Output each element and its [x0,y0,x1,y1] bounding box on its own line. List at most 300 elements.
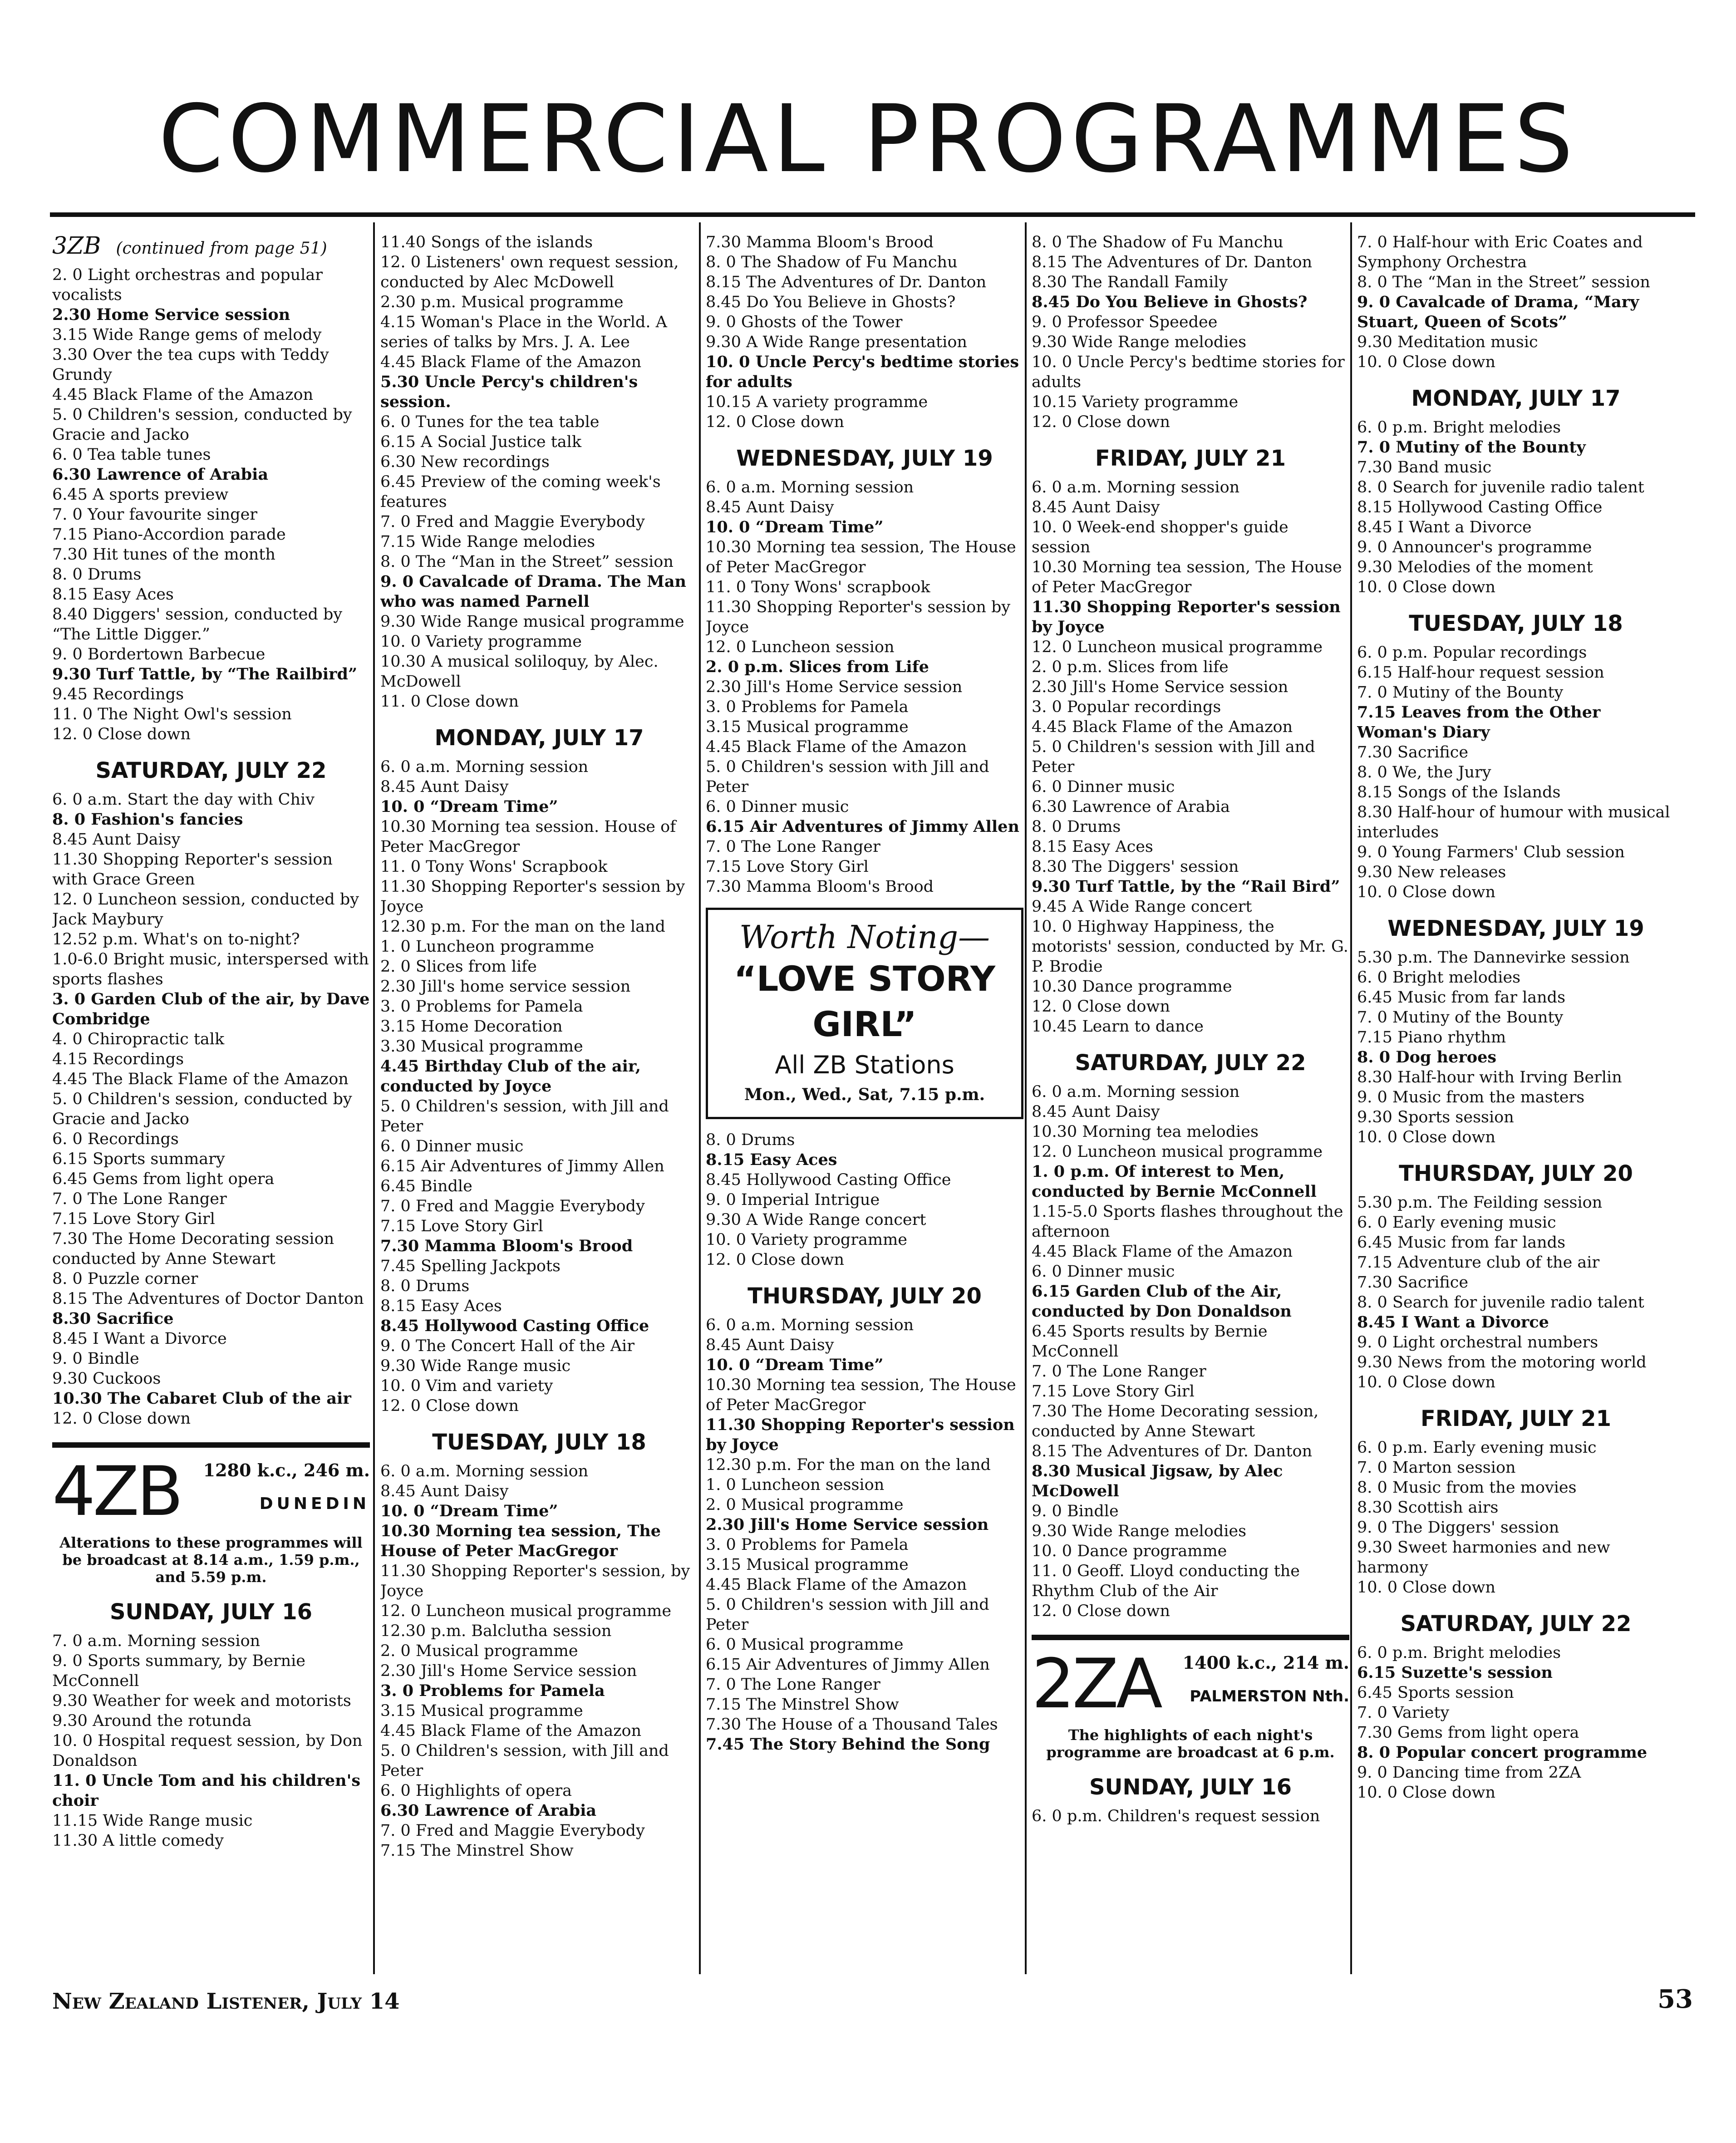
programme-item: 6.45 Bindle [380,1177,472,1195]
column-divider [1350,222,1352,1974]
programme-item: 6.15 A Social Justice talk [380,433,582,451]
programme-item: 9. 0 The Concert Hall of the Air [380,1337,634,1355]
programme-item: 1.15-5.0 Sports flashes throughout the afternoon [1032,1203,1343,1241]
station-3zb-name: 3ZB [52,232,101,260]
box-stations: All ZB Stations [775,1051,954,1079]
programme-item: 9. 0 Cavalcade of Drama, “Mary Stuart, Queen of Scots” [1357,293,1639,331]
programme-item: 6. 0 a.m. Start the day with Chiv [52,791,315,809]
programme-item: 8.30 Half-hour of humour with musical interludes [1357,803,1670,841]
programme-item: 6. 0 p.m. Bright melodies [1357,418,1561,437]
programme-item: 6. 0 a.m. Morning session [380,1462,589,1480]
programme-item: 10.45 Learn to dance [1032,1017,1204,1036]
programme-item: 5. 0 Children's session with Jill and Peter [706,758,989,796]
programme-item: 10.30 Morning tea session, The House of Peter MacGregor [706,1376,1016,1414]
programme-item: 10. 0 Variety programme [380,633,582,651]
programme-item: 10. 0 Close down [1357,578,1496,596]
programme-item: 10.15 A variety programme [706,393,928,411]
day-heading: WEDNESDAY, JULY 19 [736,446,993,471]
programme-item: 10. 0 Close down [1357,353,1496,371]
programme-item: 10. 0 “Dream Time” [706,1356,884,1374]
programme-item: 8.30 The Diggers' session [1032,858,1239,876]
programme-item: 6. 0 Dinner music [1032,1263,1175,1281]
programme-item: 8.45 I Want a Divorce [1357,518,1532,536]
programme-item: 6.15 Garden Club of the Air, conducted by Don Donaldson [1032,1282,1292,1321]
programme-item: 11. 0 The Night Owl's session [52,705,292,723]
programme-item: 4.45 Black Flame of the Amazon [706,738,967,756]
programme-item: 10. 0 Close down [1357,1578,1496,1597]
programme-item: 2.30 Jill's home service session [380,978,631,996]
programme-item: 6. 0 p.m. Children's request session [1032,1807,1320,1825]
programme-item: 10.30 Morning tea session, The House of Peter MacGregor [380,1522,661,1560]
programme-item: 8.30 Musical Jigsaw, by Alec McDowell [1032,1462,1283,1500]
programme-item: 9. 0 Bindle [52,1350,139,1368]
programme-item: 7. 0 Your favourite singer [52,506,258,524]
column-2 [380,232,698,1975]
station-note: The highlights of each night's programme are broadcast at 6 p.m. [1046,1726,1335,1761]
programme-item: 7. 0 The Lone Ranger [1032,1362,1206,1381]
programme-item: 6. 0 Recordings [52,1130,179,1148]
programme-item: 12. 0 Luncheon session [706,638,895,656]
programme-item: 8.45 Aunt Daisy [706,1336,834,1354]
programme-item: 10. 0 Close down [1357,1784,1496,1802]
programme-item: 5.30 Uncle Percy's children's session. [380,373,638,411]
programme-item: 6. 0 a.m. Morning session [380,758,589,776]
programme-item: 1. 0 p.m. Of interest to Men, conducted by Bernie McConnell [1032,1162,1317,1201]
programme-item: 8.15 The Adventures of Dr. Danton [706,273,987,291]
programme-item: 12. 0 Luncheon musical programme [1032,1143,1323,1161]
programme-item: 2. 0 Light orchestras and popular vocalists [52,266,323,304]
programme-item: 8. 0 Music from the movies [1357,1479,1577,1497]
programme-item: 12. 0 Close down [706,413,845,431]
programme-item: 9.30 Turf Tattle, by the “Rail Bird” [1032,877,1340,896]
footer-publication: New Zealand Listener, July 14 [52,1989,400,2014]
programme-item: 8.45 I Want a Divorce [52,1330,227,1348]
programme-item: 2. 0 p.m. Slices from life [1032,658,1229,676]
programme-item: 8. 0 Drums [1032,818,1121,836]
programme-item: 8.30 Sacrifice [52,1309,174,1328]
programme-item: 10. 0 “Dream Time” [380,1502,558,1520]
programme-item: 9.30 Around the rotunda [52,1712,252,1730]
programme-item: 9. 0 Sports summary, by Bernie McConnell [52,1652,306,1690]
programme-item: 10.30 Morning tea session. House of Peter MacGregor [380,818,676,856]
programme-item: 9. 0 Young Farmers' Club session [1357,843,1625,861]
programme-item: 9. 0 Ghosts of the Tower [706,313,903,331]
programme-item: 8.45 Aunt Daisy [380,778,509,796]
programme-item: 9. 0 Music from the masters [1357,1088,1585,1106]
programme-item: 7.30 Sacrifice [1357,1273,1469,1292]
programme-item: 7. 0 Mutiny of the Bounty [1357,1008,1564,1027]
programme-item: 8. 0 Drums [380,1277,470,1295]
programme-item: 7.30 Band music [1357,458,1492,477]
programme-item: 6. 0 Musical programme [706,1636,904,1654]
programme-item: 6.45 Music from far lands [1357,1234,1566,1252]
programme-item: 9.45 Recordings [52,685,184,703]
programme-item: 2.30 Home Service session [52,305,290,324]
day-heading: SUNDAY, JULY 16 [109,1599,313,1625]
programme-item: 8. 0 Popular concert programme [1357,1743,1647,1762]
programme-item: 4.15 Recordings [52,1050,184,1068]
programme-item: 8.15 The Adventures of Dr. Danton [1032,1442,1313,1460]
programme-item: 12. 0 Close down [380,1397,519,1415]
programme-item: 5. 0 Children's session with Jill and Peter [1032,738,1315,776]
programme-item: 5.30 p.m. The Dannevirke session [1357,949,1630,967]
programme-item: 3.15 Musical programme [380,1702,583,1720]
programme-item: 7. 0 Variety [1357,1704,1450,1722]
programme-item: 11.30 Shopping Reporter's session, by Joyce [380,1562,690,1600]
programme-item: 4.45 Black Flame of the Amazon [1032,1243,1293,1261]
programme-item: 6.30 New recordings [380,453,550,471]
day-heading: WEDNESDAY, JULY 19 [1387,916,1644,941]
programme-item: 6. 0 a.m. Morning session [1032,1083,1240,1101]
programme-item: 4.45 Black Flame of the Amazon [380,1722,642,1740]
day-heading: SUNDAY, JULY 16 [1089,1774,1292,1800]
programme-item: 6. 0 a.m. Morning session [706,1316,914,1334]
programme-item: 6. 0 Dinner music [706,798,849,816]
programme-item: 7.30 Mamma Bloom's Brood [380,1237,633,1255]
programme-item: 4.45 Black Flame of the Amazon [706,1576,967,1594]
programme-item: 11.30 Shopping Reporter's session by Joyce [380,878,685,916]
programme-item: 6. 0 p.m. Popular recordings [1357,644,1587,662]
programme-item: 8. 0 Fashion's fancies [52,810,243,829]
programme-item: 6. 0 Dinner music [380,1137,524,1155]
programme-item: 3.30 Over the tea cups with Teddy Grundy [52,346,329,384]
programme-item: 3. 0 Problems for Pamela [380,1681,605,1700]
programme-item: 12.30 p.m. Balclutha session [380,1622,612,1640]
programme-item: 3.15 Home Decoration [380,1017,563,1036]
programme-item: 6. 0 Bright melodies [1357,968,1521,987]
programme-item: 7.15 Leaves from the Other Woman's Diary [1357,703,1601,742]
programme-item: 1. 0 Luncheon session [706,1476,885,1494]
programme-item: 7. 0 Fred and Maggie Everybody [380,1822,645,1840]
day-heading: FRIDAY, JULY 21 [1095,446,1286,471]
programme-item: 9. 0 Light orchestral numbers [1357,1333,1598,1352]
day-heading: SATURDAY, JULY 22 [1075,1050,1306,1076]
day-heading: SATURDAY, JULY 22 [1400,1611,1632,1637]
programme-item: 7.30 Sacrifice [1357,743,1469,762]
programme-item: 8. 0 Search for juvenile radio talent [1357,478,1644,496]
programme-item: 11. 0 Tony Wons' Scrapbook [380,858,608,876]
programme-item: 10.30 Morning tea melodies [1032,1123,1259,1141]
programme-item: 8.45 Aunt Daisy [52,831,181,849]
programme-item: 10.15 Variety programme [1032,393,1239,411]
programme-item: 9.30 Sports session [1357,1108,1514,1126]
programme-item: 6.15 Suzette's session [1357,1663,1553,1682]
programme-item: 11.30 Shopping Reporter's session by Joyce [706,1416,1015,1454]
programme-item: 7. 0 a.m. Morning session [52,1632,261,1650]
programme-item: 7. 0 Fred and Maggie Everybody [380,513,645,531]
box-times: Mon., Wed., Sat, 7.15 p.m. [744,1085,985,1104]
programme-item: 7. 0 The Lone Ranger [706,838,880,856]
programme-item: 10.30 The Cabaret Club of the air [52,1389,351,1408]
column-5 [1357,232,1675,1975]
programme-item: 4.45 The Black Flame of the Amazon [52,1070,349,1088]
programme-item: 8.15 Easy Aces [52,585,174,604]
programme-item: 5. 0 Children's session with Jill and Peter [706,1596,989,1634]
programme-item: 12. 0 Close down [1032,1602,1170,1620]
programme-item: 3. 0 Problems for Pamela [380,998,583,1016]
day-heading: TUESDAY, JULY 18 [1409,611,1623,636]
column-3 [706,232,1023,1975]
programme-item: 9.30 A Wide Range concert [706,1211,926,1229]
programme-item: 9. 0 Bordertown Barbecue [52,645,266,664]
programme-item: 9. 0 Bindle [1032,1502,1119,1520]
column-4 [1032,232,1349,1975]
programme-item: 7.45 The Story Behind the Song [706,1735,990,1754]
programme-item: 7. 0 Mutiny of the Bounty [1357,683,1564,702]
programme-item: 9.30 Wide Range melodies [1032,333,1247,351]
programme-item: 7.30 The House of a Thousand Tales [706,1715,998,1734]
programme-item: 10. 0 Week-end shopper's guide session [1032,518,1288,556]
programme-item: 3.15 Wide Range gems of melody [52,326,322,344]
programme-item: 7. 0 Half-hour with Eric Coates and Symphony Orchestra [1357,233,1643,271]
programme-item: 8.45 Aunt Daisy [1032,498,1160,516]
programme-item: 1. 0 Luncheon programme [380,938,595,956]
programme-item: 10. 0 Uncle Percy's bedtime stories for adults [706,353,1019,391]
programme-item: 3.15 Musical programme [706,1556,909,1574]
station-rule [1032,1635,1349,1640]
programme-item: 12. 0 Luncheon musical programme [1032,638,1323,656]
programme-item: 4.45 Birthday Club of the air, conducted by Joyce [380,1057,641,1096]
programme-item: 9.30 Wide Range musical programme [380,613,684,631]
programme-item: 8.45 Hollywood Casting Office [706,1171,951,1189]
programme-item: 7.15 Love Story Girl [52,1210,215,1228]
programme-item: 6.15 Air Adventures of Jimmy Allen [706,817,1019,836]
programme-item: 9.30 Weather for week and motorists [52,1692,351,1710]
programme-item: 7.30 Mamma Bloom's Brood [706,878,934,896]
programme-item: 10. 0 Uncle Percy's bedtime stories for adults [1032,353,1345,391]
programme-item: 11.30 A little comedy [52,1832,224,1850]
station-city: DUNEDIN [259,1494,370,1513]
programme-item: 7.15 The Minstrel Show [380,1842,574,1860]
station-call-sign: 4ZB [52,1452,181,1531]
programme-item: 6. 0 a.m. Morning session [706,478,914,496]
programme-item: 6.45 Sports results by Bernie McConnell [1032,1322,1268,1361]
programme-item: 5. 0 Children's session, with Jill and Peter [380,1742,669,1780]
programme-item: 9. 0 Professor Speedee [1032,313,1218,331]
programme-item: 10. 0 “Dream Time” [380,797,558,816]
programme-item: 2.30 Jill's Home Service session [380,1662,637,1680]
title-rule [50,212,1695,217]
programme-item: 8.45 I Want a Divorce [1357,1313,1549,1332]
programme-item: 6. 0 Tunes for the tea table [380,413,600,431]
programme-item: 7. 0 Fred and Maggie Everybody [380,1197,645,1215]
programme-item: 8.45 Aunt Daisy [706,498,834,516]
programme-item: 9. 0 Cavalcade of Drama. The Man who was named Parnell [380,572,686,611]
programme-item: 6. 0 a.m. Morning session [1032,478,1240,496]
programme-item: 8.45 Hollywood Casting Office [380,1317,649,1335]
programme-item: 10. 0 “Dream Time” [706,518,884,536]
station-note: Alterations to these programmes will be broadcast at 8.14 a.m., 1.59 p.m., and 5.59 p.m. [59,1534,363,1586]
programme-item: 11. 0 Close down [380,693,519,711]
programme-item: 8. 0 The Shadow of Fu Manchu [706,253,958,271]
programme-item: 6.45 Gems from light opera [52,1170,275,1188]
programme-item: 8. 0 Drums [52,565,142,584]
programme-item: 7.15 Love Story Girl [1032,1382,1195,1401]
programme-item: 8. 0 The Shadow of Fu Manchu [1032,233,1284,251]
programme-item: 7. 0 The Lone Ranger [52,1190,227,1208]
programme-item: 8. 0 The “Man in the Street” session [380,553,674,571]
programme-item: 8. 0 The “Man in the Street” session [1357,273,1650,291]
day-heading: FRIDAY, JULY 21 [1421,1406,1611,1431]
programme-item: 12. 0 Close down [52,725,191,743]
programme-item: 7.30 Hit tunes of the month [52,546,275,564]
programme-item: 8. 0 Dog heroes [1357,1048,1497,1067]
programme-item: 11.30 Shopping Reporter's session with Grace Green [52,850,333,889]
programme-item: 9.30 Meditation music [1357,333,1538,351]
programme-item: 6. 0 p.m. Early evening music [1357,1439,1597,1457]
programme-item: 7.15 Piano rhythm [1357,1028,1506,1047]
programme-item: 5. 0 Children's session, with Jill and Peter [380,1097,669,1135]
programme-item: 5. 0 Children's session, conducted by Gracie and Jacko [52,406,352,444]
column-divider [373,222,375,1974]
station-frequency: 1280 k.c., 246 m. [203,1460,370,1480]
programme-item: 10. 0 Highway Happiness, the motorists' session, conducted by Mr. G. P. Brodie [1032,918,1348,976]
programme-item: 11.30 Shopping Reporter's session by Joyce [706,598,1011,636]
column-1 [52,232,370,1975]
programme-item: 6.15 Sports summary [52,1150,225,1168]
programme-item: 6.45 A sports preview [52,486,229,504]
programme-item: 4. 0 Chiropractic talk [52,1030,225,1048]
programme-item: 3. 0 Garden Club of the air, by Dave Combridge [52,990,370,1028]
programme-item: 6.30 Lawrence of Arabia [52,465,269,484]
programme-item: 9. 0 Imperial Intrigue [706,1191,880,1209]
programme-item: 10.30 A musical soliloquy, by Alec. McDowell [380,653,659,691]
programme-item: 8.15 Easy Aces [706,1150,837,1169]
page-title: COMMERCIAL PROGRAMMES [158,85,1578,193]
programme-item: 6.15 Half-hour request session [1357,664,1604,682]
programme-item: 7.30 The Home Decorating session, conducted by Anne Stewart [1032,1402,1319,1440]
programme-item: 11. 0 Tony Wons' scrapbook [706,578,930,596]
programme-item: 11. 0 Geoff. Lloyd conducting the Rhythm Club of the Air [1032,1562,1300,1600]
programme-item: 7.15 Love Story Girl [706,858,869,876]
programme-item: 8.15 The Adventures of Dr. Danton [1032,253,1313,271]
programme-item: 2. 0 Musical programme [380,1642,578,1660]
programme-item: 7. 0 Marton session [1357,1459,1516,1477]
programme-item: 10. 0 Close down [1357,883,1496,901]
programme-item: 8. 0 Search for juvenile radio talent [1357,1293,1644,1312]
programme-item: 12. 0 Close down [52,1410,191,1428]
programme-item: 9.30 A Wide Range presentation [706,333,967,351]
programme-item: 12. 0 Close down [1032,413,1170,431]
programme-item: 10. 0 Vim and variety [380,1377,553,1395]
programme-item: 8.30 Half-hour with Irving Berlin [1357,1068,1622,1086]
programme-item: 7.15 Piano-Accordion parade [52,526,286,544]
programme-item: 3.15 Musical programme [706,718,909,736]
box-title: “LOVE STORY GIRL” [733,958,995,1044]
programme-item: 7. 0 Mutiny of the Bounty [1357,438,1586,457]
programme-item: 6.30 Lawrence of Arabia [380,1801,597,1820]
station-city: PALMERSTON Nth. [1190,1687,1349,1706]
programme-item: 9.30 News from the motoring world [1357,1353,1647,1371]
programme-item: 7.15 The Minstrel Show [706,1696,899,1714]
programme-item: 12. 0 Listeners' own request session, conducted by Alec McDowell [380,253,679,291]
programme-item: 6. 0 Dinner music [1032,778,1175,796]
programme-item: 6.15 Air Adventures of Jimmy Allen [706,1656,990,1674]
day-heading: MONDAY, JULY 17 [434,725,644,751]
programme-item: 12. 0 Luncheon musical programme [380,1602,672,1620]
day-heading: THURSDAY, JULY 20 [748,1283,982,1309]
day-heading: THURSDAY, JULY 20 [1399,1161,1633,1186]
programme-item: 12.30 p.m. For the man on the land [706,1456,991,1474]
programme-item: 3. 0 Problems for Pamela [706,1536,909,1554]
programme-item: 8.45 Do You Believe in Ghosts? [706,293,956,311]
programme-item: 8.45 Do You Believe in Ghosts? [1032,293,1308,311]
programme-item: 9. 0 Dancing time from 2ZA [1357,1764,1581,1782]
station-3zb-heading [52,232,370,262]
programme-item: 7.45 Spelling Jackpots [380,1257,561,1275]
programme-item: 6. 0 Early evening music [1357,1214,1556,1232]
programme-item: 6. 0 Tea table tunes [52,446,211,464]
programme-item: 2. 0 Musical programme [706,1496,904,1514]
programme-item: 8.15 The Adventures of Doctor Danton [52,1290,364,1308]
programme-item: 7.30 Gems from light opera [1357,1724,1579,1742]
programme-item: 8.15 Songs of the Islands [1357,783,1561,801]
programme-item: 6.45 Preview of the coming week's features [380,473,661,511]
programme-item: 6.30 Lawrence of Arabia [1032,798,1230,816]
programme-item: 8.45 Aunt Daisy [380,1482,509,1500]
programme-item: 7. 0 The Lone Ranger [706,1676,880,1694]
station-za2-header [1032,1645,1349,1724]
programme-item: 7.15 Adventure club of the air [1357,1253,1600,1272]
programme-item: 9.30 New releases [1357,863,1506,881]
programme-item: 4.45 Black Flame of the Amazon [1032,718,1293,736]
programme-item: 3.30 Musical programme [380,1037,583,1056]
programme-item: 10. 0 Close down [1357,1373,1496,1391]
programme-item: 3. 0 Problems for Pamela [706,698,909,716]
programme-item: 11.40 Songs of the islands [380,233,593,251]
day-heading: TUESDAY, JULY 18 [432,1430,646,1455]
programme-item: 9. 0 Announcer's programme [1357,538,1592,556]
programme-item: 9.30 Wide Range melodies [1032,1522,1247,1540]
programme-item: 6.15 Air Adventures of Jimmy Allen [380,1157,664,1175]
programme-item: 4.45 Black Flame of the Amazon [380,353,642,371]
programme-item: 8.15 Easy Aces [380,1297,502,1315]
programme-item: 4.15 Woman's Place in the World. A series of talks by Mrs. J. A. Lee [380,313,667,351]
station-frequency: 1400 k.c., 214 m. [1182,1652,1349,1673]
programme-item: 11.30 Shopping Reporter's session by Joyce [1032,598,1341,636]
programme-item: 8.45 Aunt Daisy [1032,1103,1160,1121]
column-divider [699,222,701,1974]
programme-item: 8. 0 We, the Jury [1357,763,1491,782]
programme-item: 2. 0 p.m. Slices from Life [706,658,929,676]
programme-item: 10.30 Morning tea session, The House of Peter MacGregor [706,538,1016,576]
programme-item: 5.30 p.m. The Feilding session [1357,1194,1603,1212]
programme-item: 8. 0 Drums [706,1131,795,1149]
programme-item: 11.15 Wide Range music [52,1812,253,1830]
programme-item: 12. 0 Close down [706,1251,845,1269]
station-zb4-header [52,1452,370,1531]
programme-item: 8.15 Easy Aces [1032,838,1153,856]
programme-item: 12.52 p.m. What's on to-night? [52,930,300,949]
day-heading: MONDAY, JULY 17 [1411,386,1621,411]
station-rule [52,1442,370,1448]
programme-item: 6.45 Music from far lands [1357,988,1566,1007]
programme-item: 7.15 Wide Range melodies [380,533,595,551]
programme-item: 2.30 p.m. Musical programme [380,293,624,311]
worth-noting-box [706,908,1023,1119]
programme-item: 9.45 A Wide Range concert [1032,898,1252,916]
programme-item: 8.15 Hollywood Casting Office [1357,498,1603,516]
programme-item: 1.0-6.0 Bright music, interspersed with sports flashes [52,950,369,988]
programme-item: 6. 0 p.m. Bright melodies [1357,1644,1561,1662]
column-divider [1025,222,1027,1974]
programme-item: 7.30 The Home Decorating session conducted by Anne Stewart [52,1230,334,1268]
programme-item: 7.30 Mamma Bloom's Brood [706,233,934,251]
programme-item: 12.30 p.m. For the man on the land [380,918,665,936]
programme-item: 2.30 Jill's Home Service session [1032,678,1288,696]
programme-item: 6.45 Sports session [1357,1684,1514,1702]
programme-item: 10.30 Morning tea session, The House of Peter MacGregor [1032,558,1342,596]
